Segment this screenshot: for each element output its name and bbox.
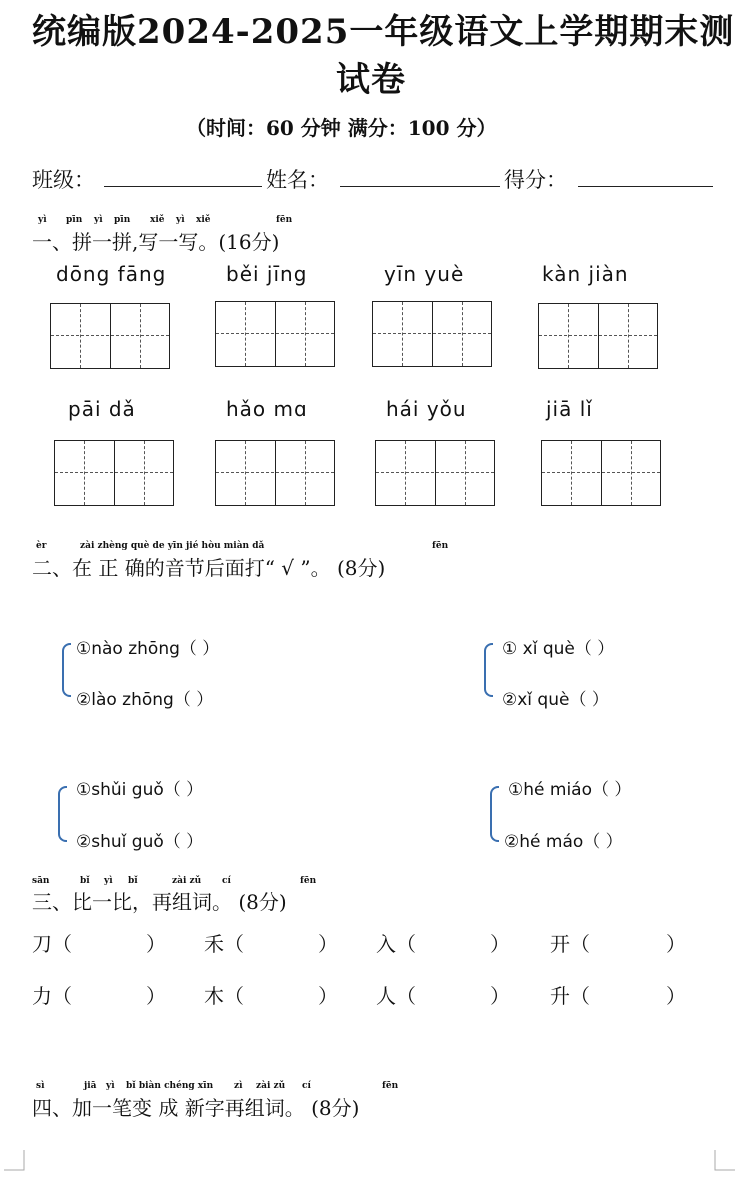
section-1-pinyin: yì xyxy=(38,215,47,225)
class-label: 班级： xyxy=(32,168,95,192)
tone-option[interactable]: ②lào zhōng（ ） xyxy=(76,690,214,710)
close-paren: ） xyxy=(146,984,166,1008)
compare-char: 人（ xyxy=(376,984,416,1008)
section-3-pinyin: zài zǔ xyxy=(172,876,202,886)
compare-char: 刀（ xyxy=(32,932,72,956)
section-4-pinyin: cí xyxy=(302,1081,311,1091)
close-paren: ） xyxy=(666,932,686,956)
group-brace xyxy=(490,786,499,842)
section-2-pinyin: èr xyxy=(36,541,47,551)
section-1-pinyin: yì xyxy=(94,215,103,225)
section-1-title: 一、拼一拼,写一写。(16分) xyxy=(32,230,280,254)
close-paren: ） xyxy=(490,932,510,956)
tone-option[interactable]: ②hé máo（ ） xyxy=(504,832,623,852)
close-paren: ） xyxy=(318,984,338,1008)
compare-char: 开（ xyxy=(550,932,590,956)
class-field[interactable] xyxy=(104,186,262,187)
pinyin-word: hái yǒu xyxy=(386,397,467,421)
compare-char: 升（ xyxy=(550,984,590,1008)
page-title-cont: 试卷 xyxy=(336,60,406,100)
compare-char: 木（ xyxy=(204,984,244,1008)
group-brace xyxy=(58,786,67,842)
section-3-pinyin: bǐ xyxy=(128,876,138,886)
score-label: 得分： xyxy=(504,168,567,192)
section-4-pinyin: bǐ biàn chéng xīn xyxy=(126,1081,214,1091)
section-4-pinyin: yì xyxy=(106,1081,115,1091)
page-title: 统编版2024-2025一年级语文上学期期末测 xyxy=(32,12,735,52)
close-paren: ） xyxy=(318,932,338,956)
pinyin-word: pāi dǎ xyxy=(68,397,136,421)
section-1-pinyin: xiě xyxy=(196,215,211,225)
page-corner-mark xyxy=(713,1150,735,1172)
section-4-pinyin: fēn xyxy=(382,1081,399,1091)
group-brace xyxy=(484,643,493,697)
compare-char: 力（ xyxy=(32,984,72,1008)
pinyin-word: běi jīng xyxy=(226,262,308,286)
pinyin-word: yīn yuè xyxy=(384,262,465,286)
pinyin-word: hǎo mɑ xyxy=(226,397,308,421)
name-field[interactable] xyxy=(340,186,500,187)
section-1-pinyin: pīn xyxy=(114,215,131,225)
section-2-pinyin: zài zhèng què de yīn jié hòu miàn dǎ xyxy=(80,541,265,551)
writing-grid[interactable] xyxy=(215,440,335,506)
close-paren: ） xyxy=(666,984,686,1008)
tone-option[interactable]: ①shǔi guǒ（ ） xyxy=(76,780,204,800)
pinyin-word: jiā lǐ xyxy=(546,397,593,421)
section-4-pinyin: zì xyxy=(234,1081,243,1091)
section-1-pinyin: xiě xyxy=(150,215,165,225)
writing-grid[interactable] xyxy=(375,440,495,506)
pinyin-word: dōng fāng xyxy=(56,262,167,286)
page-corner-mark xyxy=(4,1150,26,1172)
writing-grid[interactable] xyxy=(372,301,492,367)
writing-grid[interactable] xyxy=(538,303,658,369)
compare-char: 禾（ xyxy=(204,932,244,956)
section-2-title: 二、在 正 确的音节后面打“ √ ”。 (8分) xyxy=(32,556,386,580)
section-3-pinyin: bǐ xyxy=(80,876,90,886)
name-label: 姓名： xyxy=(266,168,329,192)
close-paren: ） xyxy=(490,984,510,1008)
section-4-title: 四、加一笔变 成 新字再组词。 (8分) xyxy=(32,1096,360,1120)
section-3-pinyin: fēn xyxy=(300,876,317,886)
section-3-title: 三、比一比，再组词。 (8分) xyxy=(32,890,287,914)
close-paren: ） xyxy=(146,932,166,956)
writing-grid[interactable] xyxy=(54,440,174,506)
section-2-pinyin: fēn xyxy=(432,541,449,551)
writing-grid[interactable] xyxy=(541,440,661,506)
compare-char: 入（ xyxy=(376,932,416,956)
section-4-pinyin: zài zǔ xyxy=(256,1081,286,1091)
writing-grid[interactable] xyxy=(50,303,170,369)
section-1-pinyin: yì xyxy=(176,215,185,225)
tone-option[interactable]: ① xǐ què（ ） xyxy=(502,639,615,659)
tone-option[interactable]: ①hé miáo（ ） xyxy=(508,780,632,800)
section-3-pinyin: yì xyxy=(104,876,113,886)
group-brace xyxy=(62,643,71,697)
tone-option[interactable]: ②shuǐ guǒ（ ） xyxy=(76,832,204,852)
writing-grid[interactable] xyxy=(215,301,335,367)
section-1-pinyin: fēn xyxy=(276,215,293,225)
exam-info: （时间：60 分钟 满分：100 分） xyxy=(186,116,497,140)
section-1-pinyin: pīn xyxy=(66,215,83,225)
section-4-pinyin: jiā xyxy=(84,1081,97,1091)
tone-option[interactable]: ②xǐ què（ ） xyxy=(502,690,609,710)
section-4-pinyin: sì xyxy=(36,1081,45,1091)
score-field[interactable] xyxy=(578,186,713,187)
tone-option[interactable]: ①nào zhōng（ ） xyxy=(76,639,220,659)
pinyin-word: kàn jiàn xyxy=(542,262,629,286)
section-3-pinyin: cí xyxy=(222,876,231,886)
section-3-pinyin: sān xyxy=(32,876,50,886)
